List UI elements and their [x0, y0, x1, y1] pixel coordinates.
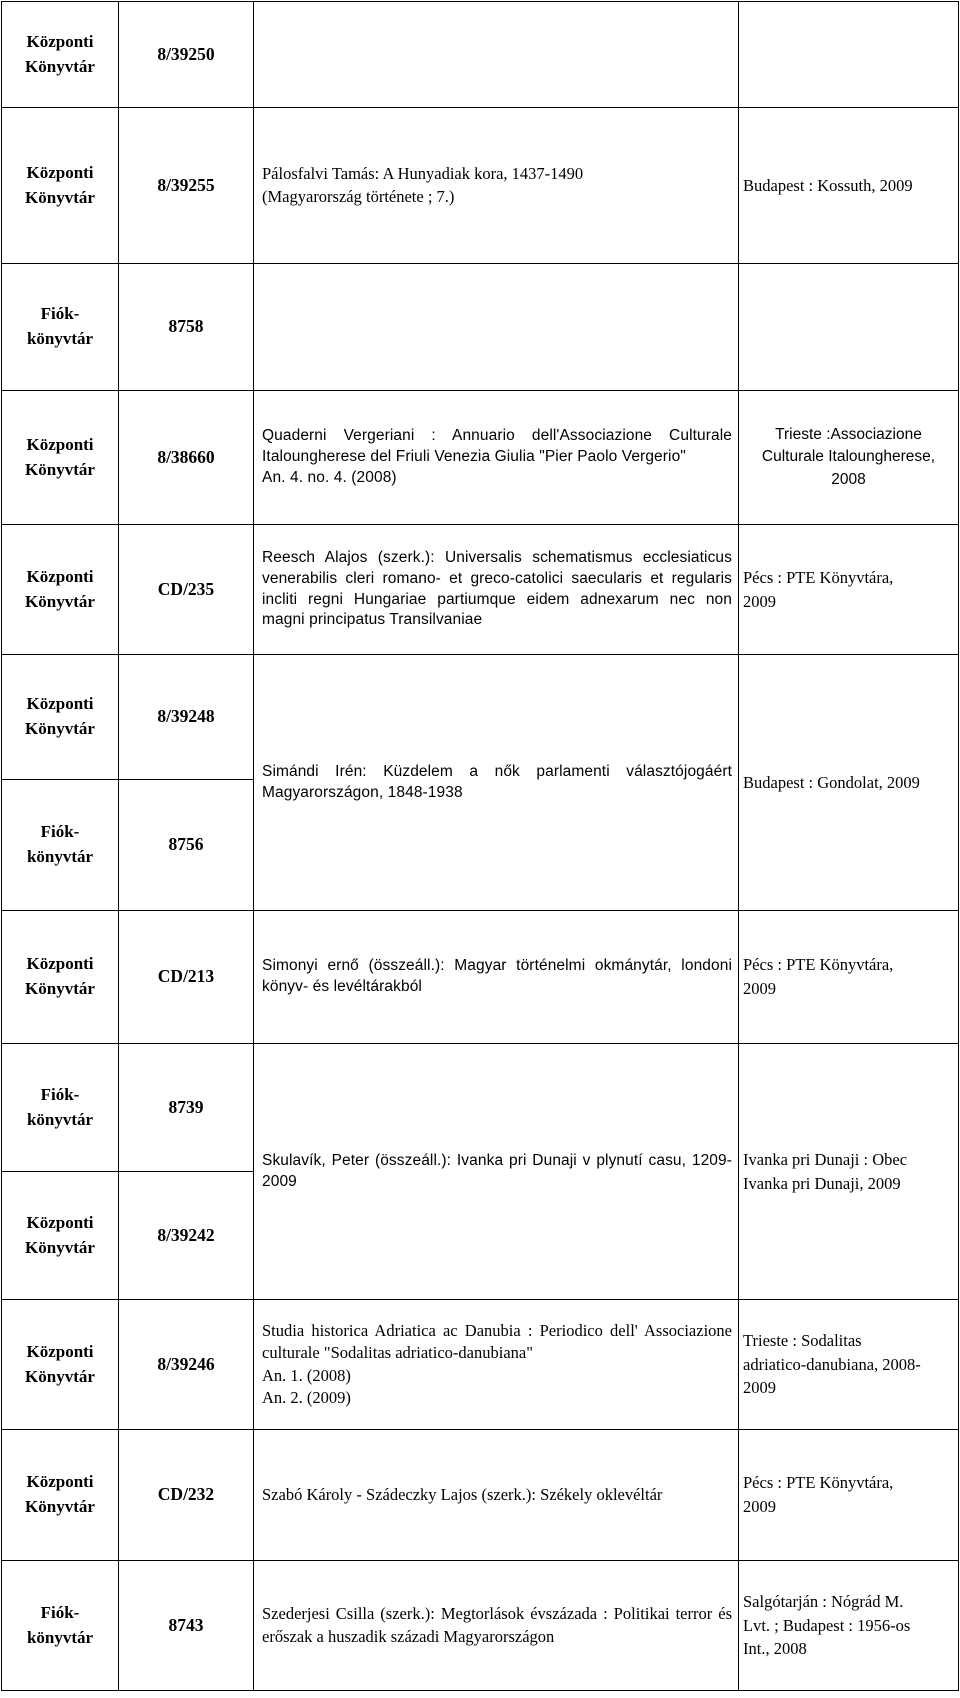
signature-cell: CD/213 [119, 911, 254, 1044]
location-cell: Fiók- könyvtár [2, 1561, 119, 1691]
title-text: Reesch Alajos (szerk.): Universalis schematismus ecclesiaticus venerabilis cleri romano- et greco-catolici saecularis et regularis incliti regni Hungariae partiumque eidem adnexarum nec non magni principatus Transilvaniae [262, 548, 732, 629]
signature-cell: 8/39246 [119, 1300, 254, 1430]
title-text: Simándi Irén: Küzdelem a nők parlamenti választójogáért Magyarországon, 1848-1938 [262, 762, 732, 801]
table-row [2, 1300, 959, 1430]
signature-cell: 8/38660 [119, 391, 254, 525]
publisher-cell: Pécs : PTE Könyvtára, 2009 [739, 1430, 959, 1561]
location-cell: Központi Könyvtár [2, 1172, 119, 1300]
publisher-cell: Salgótarján : Nógrád M. Lvt. ; Budapest : 1956-os Int., 2008 [739, 1561, 959, 1691]
title-cell [254, 1561, 739, 1691]
location-cell: Központi Könyvtár [2, 911, 119, 1044]
location-cell: Központi Könyvtár [2, 391, 119, 525]
title-cell [254, 525, 739, 655]
title-cell [254, 1300, 739, 1430]
location-cell: Központi Könyvtár [2, 655, 119, 780]
table-row [2, 1561, 959, 1691]
signature-cell: 8756 [119, 780, 254, 911]
signature-cell: 8/39250 [119, 2, 254, 108]
title-cell [254, 2, 739, 108]
publisher-cell [739, 264, 959, 391]
catalog-table [1, 1, 959, 1691]
table-row [2, 1044, 959, 1172]
signature-cell: 8/39255 [119, 108, 254, 264]
title-text: Simonyi ernő (összeáll.): Magyar történelmi okmánytár, londoni könyv- és levéltárakból [262, 957, 732, 995]
publisher-cell: Pécs : PTE Könyvtára, 2009 [739, 911, 959, 1044]
location-cell: Fiók- könyvtár [2, 1044, 119, 1172]
signature-cell: 8739 [119, 1044, 254, 1172]
title-text: Studia historica Adriatica ac Danubia : Periodico dell' Associazione culturale "Sodalitas adriatico-danubiana" An. 1. (2008) An. 2. (2009) [262, 1320, 732, 1407]
title-cell: Pálosfalvi Tamás: A Hunyadiak kora, 1437-1490 (Magyarország története ; 7.) [254, 108, 739, 264]
title-cell [254, 391, 739, 525]
table-row [2, 264, 959, 391]
table-row [2, 2, 959, 108]
location-cell: Fiók- könyvtár [2, 780, 119, 911]
table-row [2, 525, 959, 655]
signature-cell: 8/39242 [119, 1172, 254, 1300]
location-cell: Központi Könyvtár [2, 108, 119, 264]
publisher-cell: Ivanka pri Dunaji : Obec Ivanka pri Dunaji, 2009 [739, 1044, 959, 1300]
location-cell: Fiók- könyvtár [2, 264, 119, 391]
publisher-cell: Trieste : Sodalitas adriatico-danubiana, 2008- 2009 [739, 1300, 959, 1430]
title-cell [254, 655, 739, 911]
title-text: Skulavík, Peter (összeáll.): Ivanka pri Dunaji v plynutí casu, 1209-2009 [262, 1151, 732, 1190]
signature-cell: 8758 [119, 264, 254, 391]
location-cell: Központi Könyvtár [2, 1300, 119, 1430]
location-cell: Központi Könyvtár [2, 1430, 119, 1561]
signature-cell: CD/232 [119, 1430, 254, 1561]
table-row [2, 391, 959, 525]
publisher-cell: Budapest : Kossuth, 2009 [739, 108, 959, 264]
table-row [2, 655, 959, 780]
title-cell: Szabó Károly - Szádeczky Lajos (szerk.): Székely oklevéltár [254, 1430, 739, 1561]
signature-cell: 8/39248 [119, 655, 254, 780]
location-cell: Központi Könyvtár [2, 2, 119, 108]
table-row [2, 1430, 959, 1561]
title-cell [254, 1044, 739, 1300]
publisher-cell: Trieste :Associazione Culturale Italoungherese, 2008 [739, 391, 959, 525]
title-cell [254, 264, 739, 391]
title-text: Szederjesi Csilla (szerk.): Megtorlások évszázada : Politikai terror és erőszak a huszadik századi Magyarországon [262, 1604, 732, 1646]
signature-cell: 8743 [119, 1561, 254, 1691]
publisher-cell: Pécs : PTE Könyvtára, 2009 [739, 525, 959, 655]
publisher-cell: Budapest : Gondolat, 2009 [739, 655, 959, 911]
signature-cell: CD/235 [119, 525, 254, 655]
table-row [2, 108, 959, 264]
title-cell [254, 911, 739, 1044]
publisher-cell [739, 2, 959, 108]
title-text: Quaderni Vergeriani : Annuario dell'Associazione Culturale Italoungherese del Friuli Venezia Giulia "Pier Paolo Vergerio" An. 4. no. 4. (2008) [262, 427, 732, 486]
location-cell: Központi Könyvtár [2, 525, 119, 655]
table-row [2, 911, 959, 1044]
